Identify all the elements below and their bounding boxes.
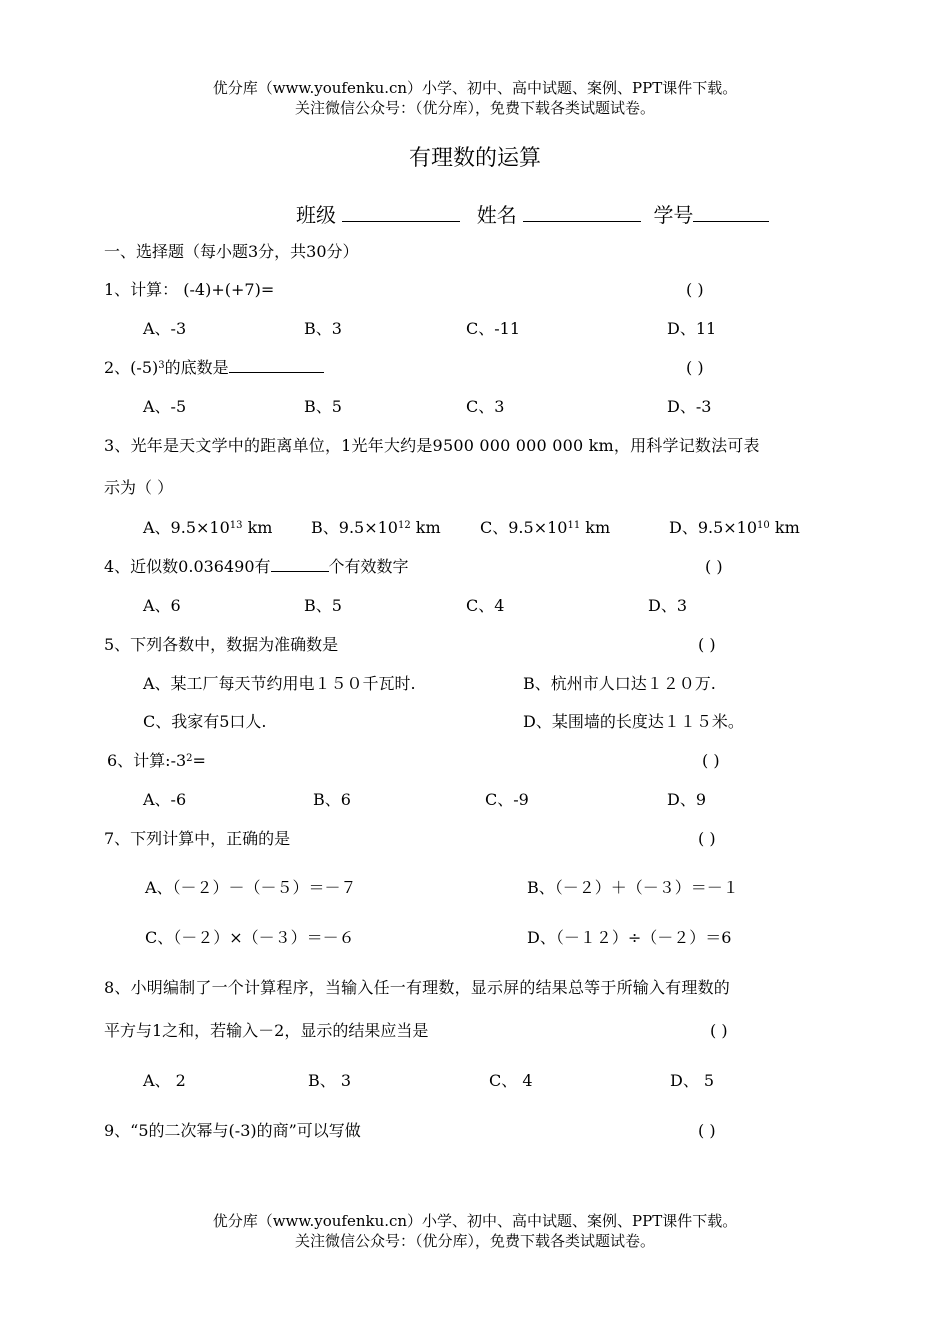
q4-option-b: B、5	[304, 596, 342, 615]
answer-paren-5[interactable]: ( )	[698, 635, 716, 654]
q7-option-c: C、（－２）×（－３）＝－６	[145, 928, 355, 947]
class-blank[interactable]	[342, 205, 460, 222]
answer-paren-2[interactable]: ( )	[686, 358, 704, 377]
q2-exponent: 3	[158, 360, 165, 371]
q5-option-c: C、我家有5口人.	[143, 712, 267, 731]
q6-option-d: D、9	[667, 790, 707, 809]
q1-option-c: C、-11	[466, 319, 521, 338]
answer-paren-9[interactable]: ( )	[698, 1121, 716, 1140]
q6-post: =	[192, 751, 206, 770]
q4-pre: 4、近似数0.036490有	[104, 557, 271, 576]
q4-option-a: A、6	[143, 596, 181, 615]
name-blank[interactable]	[523, 205, 641, 222]
q2-option-a: A、-5	[143, 397, 187, 416]
header-line-2: 关注微信公众号：（优分库），免费下载各类试题试卷。	[294, 99, 655, 117]
q2-blank[interactable]	[229, 358, 324, 373]
answer-paren-6[interactable]: ( )	[702, 751, 720, 770]
question-3-line-1: 3、光年是天文学中的距离单位，1光年大约是9500 000 000 000 km，用科学记数法可表	[104, 436, 760, 455]
answer-paren-7[interactable]: ( )	[698, 829, 716, 848]
section-heading: 一、选择题（每小题3分，共30分）	[104, 242, 359, 261]
name-label: 姓名	[476, 203, 517, 227]
question-8-line-1: 8、小明编制了一个计算程序，当输入任一有理数，显示屏的结果总等于所输入有理数的	[104, 978, 730, 997]
q7-option-d: D、（－１２）÷（－２）＝6	[527, 928, 732, 947]
question-5: 5、下列各数中，数据为准确数是	[104, 635, 339, 654]
question-8-line-2: 平方与1之和，若输入－2，显示的结果应当是	[104, 1021, 429, 1040]
q7-option-b: B、（－２）＋（－３）＝－１	[527, 878, 739, 897]
q4-option-c: C、4	[466, 596, 505, 615]
q4-blank[interactable]	[271, 557, 329, 572]
q8-option-b: B、 3	[308, 1071, 352, 1090]
page-title: 有理数的运算	[408, 146, 541, 171]
q6-option-c: C、-9	[485, 790, 529, 809]
q3-option-c: C、$9.5\times 10^{11}$ km	[480, 518, 611, 537]
question-9: 9、“5的二次幂与(-3)的商”可以写做	[104, 1121, 361, 1140]
question-7: 7、下列计算中，正确的是	[104, 829, 291, 848]
footer-line-2: 关注微信公众号：（优分库），免费下载各类试题试卷。	[294, 1232, 655, 1250]
q4-option-d: D、3	[648, 596, 688, 615]
q1-option-b: B、3	[304, 319, 342, 338]
info-line	[296, 199, 769, 228]
q3-option-d: D、$9.5\times 10^{10}$ km	[669, 518, 800, 537]
question-3-line-2: 示为（ ）	[104, 478, 174, 497]
q5-option-b: B、杭州市人口达１２０万.	[523, 674, 716, 693]
footer-line-1: 优分库（www.youfenku.cn）小学、初中、高中试题、案例、PPT课件下载。	[212, 1212, 738, 1230]
header-line-1: 优分库（www.youfenku.cn）小学、初中、高中试题、案例、PPT课件下载。	[212, 79, 738, 97]
q2-option-c: C、3	[466, 397, 505, 416]
q2-post: 的底数是	[164, 358, 229, 377]
q3-option-b: B、$9.5\times 10^{12}$ km	[311, 518, 441, 537]
number-label: 学号	[653, 203, 694, 227]
number-blank[interactable]	[693, 205, 769, 222]
answer-paren-1[interactable]: ( )	[686, 280, 704, 299]
q8-option-a: A、 2	[143, 1071, 186, 1090]
answer-paren-8[interactable]: ( )	[710, 1021, 728, 1040]
q5-option-a: A、某工厂每天节约用电１５０千瓦时.	[143, 674, 416, 693]
class-label: 班级	[296, 203, 336, 227]
q5-option-d: D、某围墙的长度达１１５米。	[523, 712, 744, 731]
q1-option-d: D、11	[667, 319, 717, 338]
question-2	[104, 358, 324, 378]
q7-option-a: A、（－２）－（－５）＝－７	[145, 878, 357, 897]
q1-option-a: A、-3	[143, 319, 187, 338]
q2-pre: 2、(-5)	[104, 358, 159, 377]
q3-option-a: A、$9.5\times 10^{13}$ km	[143, 518, 273, 537]
q8-option-c: C、 4	[489, 1071, 533, 1090]
question-1: 1、计算： (-4)+(+7)=	[104, 280, 275, 299]
q2-option-d: D、-3	[667, 397, 712, 416]
q6-pre: 6、计算:-3	[107, 751, 187, 770]
question-6	[107, 751, 206, 771]
q6-exponent: 2	[186, 753, 193, 764]
question-4	[104, 557, 409, 577]
q6-option-b: B、6	[313, 790, 351, 809]
q6-option-a: A、-6	[143, 790, 187, 809]
answer-paren-4[interactable]: ( )	[705, 557, 723, 576]
q8-option-d: D、 5	[670, 1071, 715, 1090]
q4-post: 个有效数字	[328, 557, 409, 576]
q2-option-b: B、5	[304, 397, 342, 416]
